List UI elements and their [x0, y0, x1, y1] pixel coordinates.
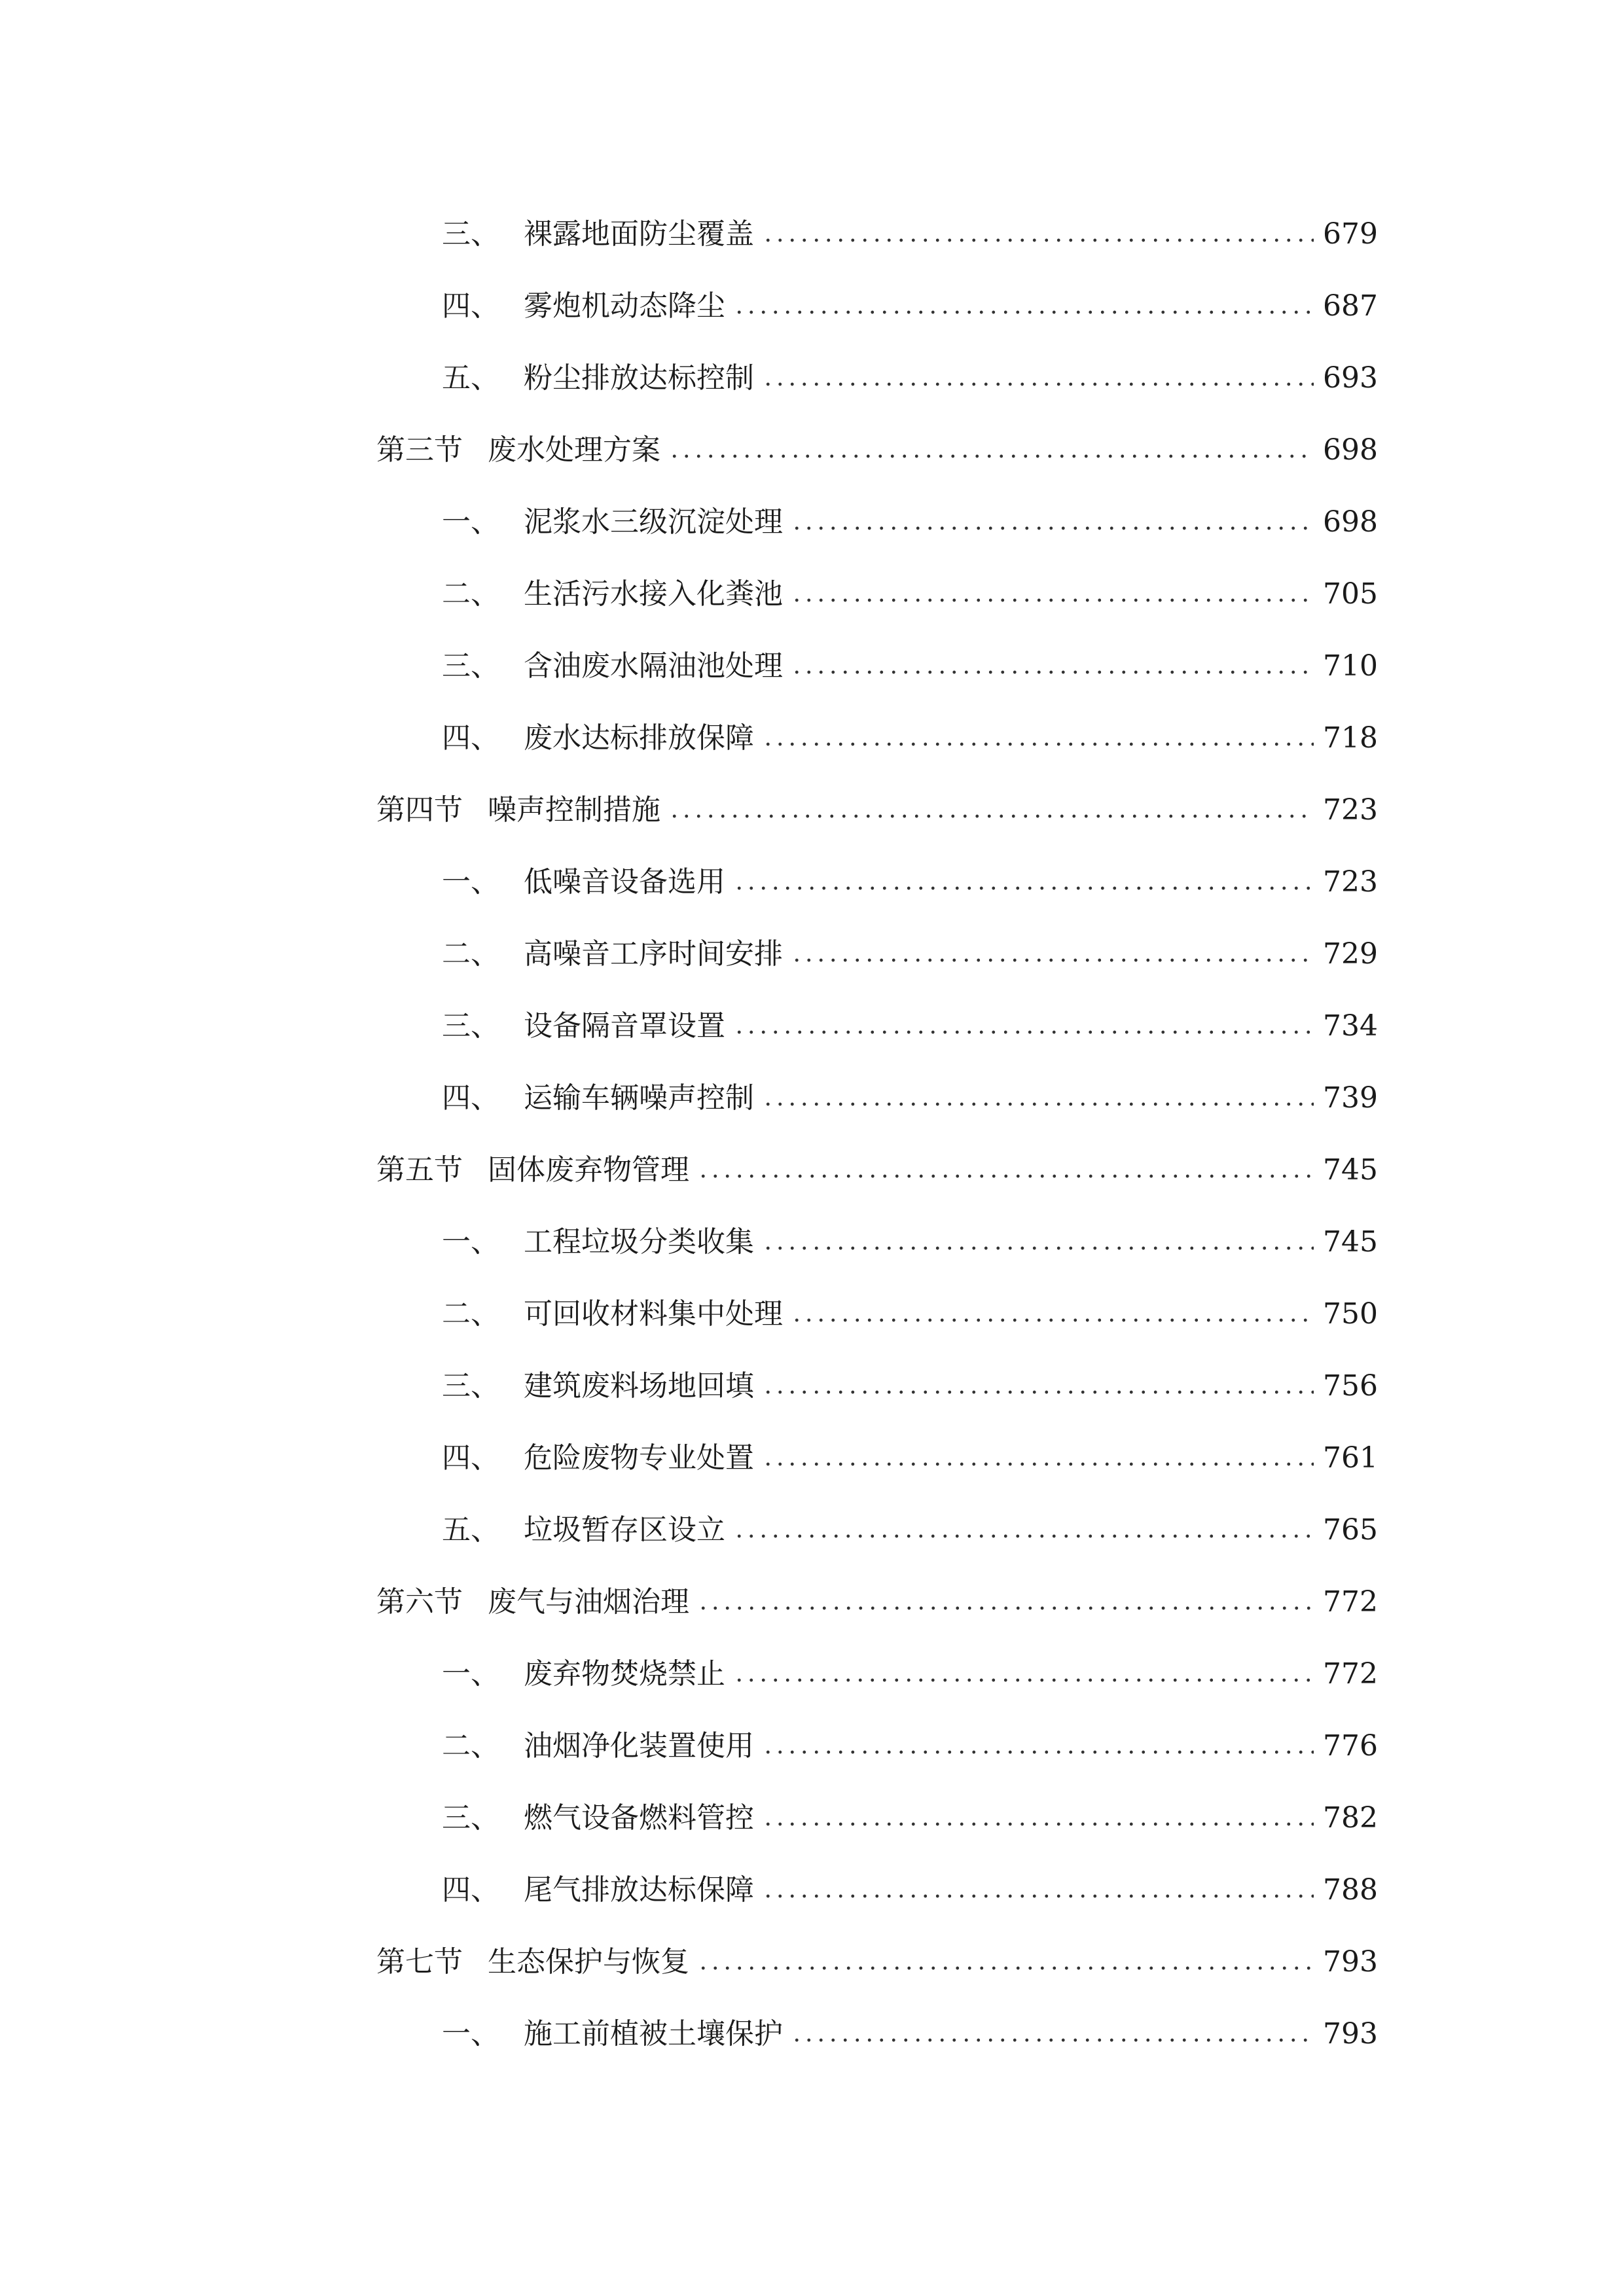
toc-entry-number: 三、	[442, 1801, 499, 1835]
toc-entry-page: 776	[1323, 1729, 1378, 1763]
toc-section-title: 废水处理方案	[488, 433, 660, 467]
toc-entry-number: 一、	[442, 1657, 499, 1691]
toc-entry-page: 679	[1323, 217, 1378, 251]
toc-entry-page: 765	[1323, 1513, 1378, 1547]
dot-leader	[791, 2037, 1314, 2043]
toc-entry[interactable]	[376, 1715, 1378, 1761]
dot-leader	[697, 1965, 1314, 1971]
toc-entry-title: 运输车辆噪声控制	[524, 1081, 754, 1115]
toc-entry-page: 734	[1323, 1009, 1378, 1043]
toc-entry-number: 四、	[442, 721, 499, 755]
toc-section[interactable]	[376, 1139, 1378, 1185]
toc-entry-number: 一、	[442, 2017, 499, 2051]
toc-entry-page: 687	[1323, 289, 1378, 323]
dot-leader	[762, 741, 1314, 747]
toc-entry[interactable]	[376, 923, 1378, 969]
toc-entry-number: 五、	[442, 361, 499, 395]
toc-entry-number: 三、	[442, 217, 499, 251]
toc-section-page: 698	[1323, 433, 1378, 467]
dot-leader	[791, 597, 1314, 603]
dot-leader	[762, 1101, 1314, 1107]
dot-leader	[733, 309, 1314, 315]
toc-entry-title: 低噪音设备选用	[524, 865, 725, 899]
toc-entry[interactable]	[376, 1859, 1378, 1905]
toc-entry-title: 裸露地面防尘覆盖	[524, 217, 754, 251]
toc-entry[interactable]	[376, 707, 1378, 753]
toc-section-page: 745	[1323, 1153, 1378, 1187]
toc-section-number: 第六节	[376, 1585, 463, 1619]
dot-leader	[762, 381, 1314, 387]
toc-entry-title: 泥浆水三级沉淀处理	[524, 505, 783, 539]
toc-entry-number: 四、	[442, 1441, 499, 1475]
toc-entry-page: 698	[1323, 505, 1378, 539]
toc-entry-page: 788	[1323, 1873, 1378, 1907]
toc-section-page: 723	[1323, 793, 1378, 827]
toc-entry-number: 四、	[442, 289, 499, 323]
dot-leader	[668, 453, 1314, 459]
dot-leader	[762, 237, 1314, 243]
dot-leader	[733, 885, 1314, 891]
dot-leader	[762, 1389, 1314, 1395]
dot-leader	[733, 1029, 1314, 1035]
dot-leader	[697, 1605, 1314, 1611]
toc-section[interactable]	[376, 1931, 1378, 1977]
dot-leader	[668, 813, 1314, 819]
toc-entry-number: 四、	[442, 1081, 499, 1115]
toc-entry-title: 雾炮机动态降尘	[524, 289, 725, 323]
toc-entry-title: 施工前植被土壤保护	[524, 2017, 783, 2051]
toc-entry[interactable]	[376, 1211, 1378, 1257]
dot-leader	[733, 1533, 1314, 1539]
toc-entry[interactable]	[376, 1067, 1378, 1113]
toc-entry-page: 772	[1323, 1657, 1378, 1691]
toc-entry[interactable]	[376, 203, 1378, 249]
toc-entry-page: 782	[1323, 1801, 1378, 1835]
toc-entry-page: 761	[1323, 1441, 1378, 1475]
toc-section[interactable]	[376, 1571, 1378, 1617]
toc-entry-number: 三、	[442, 1009, 499, 1043]
toc-section-title: 生态保护与恢复	[488, 1945, 689, 1979]
toc-section-page: 793	[1323, 1945, 1378, 1979]
toc-entry-title: 生活污水接入化粪池	[524, 577, 783, 611]
toc-entry[interactable]	[376, 347, 1378, 393]
dot-leader	[697, 1173, 1314, 1179]
toc-section-number: 第三节	[376, 433, 463, 467]
toc-entry-number: 二、	[442, 937, 499, 971]
dot-leader	[791, 957, 1314, 963]
toc-entry-page: 718	[1323, 721, 1378, 755]
toc-entry[interactable]	[376, 1787, 1378, 1833]
toc-section-title: 固体废弃物管理	[488, 1153, 689, 1187]
toc-entry-page: 739	[1323, 1081, 1378, 1115]
toc-entry[interactable]	[376, 1283, 1378, 1329]
dot-leader	[762, 1821, 1314, 1827]
toc-entry[interactable]	[376, 2003, 1378, 2049]
dot-leader	[791, 1317, 1314, 1323]
dot-leader	[762, 1245, 1314, 1251]
toc-entry-number: 二、	[442, 577, 499, 611]
toc-entry-number: 二、	[442, 1297, 499, 1331]
dot-leader	[733, 1677, 1314, 1683]
toc-entry-title: 含油废水隔油池处理	[524, 649, 783, 683]
toc-section[interactable]	[376, 419, 1378, 465]
toc-section-page: 772	[1323, 1585, 1378, 1619]
toc-entry-number: 一、	[442, 865, 499, 899]
toc-entry[interactable]	[376, 491, 1378, 537]
toc-entry[interactable]	[376, 275, 1378, 321]
toc-entry-title: 工程垃圾分类收集	[524, 1225, 754, 1259]
toc-entry-page: 756	[1323, 1369, 1378, 1403]
toc-entry[interactable]	[376, 1499, 1378, 1545]
toc-entry[interactable]	[376, 635, 1378, 681]
toc-entry-page: 750	[1323, 1297, 1378, 1331]
toc-entry-number: 五、	[442, 1513, 499, 1547]
toc-entry-title: 油烟净化装置使用	[524, 1729, 754, 1763]
toc-section-number: 第四节	[376, 793, 463, 827]
toc-entry-number: 四、	[442, 1873, 499, 1907]
toc-section-number: 第五节	[376, 1153, 463, 1187]
toc-entry-number: 一、	[442, 505, 499, 539]
dot-leader	[762, 1461, 1314, 1467]
toc-entry-number: 三、	[442, 1369, 499, 1403]
toc-entry-page: 793	[1323, 2017, 1378, 2051]
toc-entry-page: 729	[1323, 937, 1378, 971]
toc-entry-title: 可回收材料集中处理	[524, 1297, 783, 1331]
toc-entry[interactable]	[376, 1643, 1378, 1689]
toc-entry-page: 693	[1323, 361, 1378, 395]
toc-entry-title: 尾气排放达标保障	[524, 1873, 754, 1907]
toc-entry[interactable]	[376, 563, 1378, 609]
toc-section-title: 噪声控制措施	[488, 793, 660, 827]
toc-section-title: 废气与油烟治理	[488, 1585, 689, 1619]
dot-leader	[791, 669, 1314, 675]
dot-leader	[762, 1749, 1314, 1755]
toc-entry-title: 危险废物专业处置	[524, 1441, 754, 1475]
toc-entry-page: 745	[1323, 1225, 1378, 1259]
toc-entry[interactable]	[376, 851, 1378, 897]
toc-entry[interactable]	[376, 995, 1378, 1041]
toc-entry-title: 设备隔音罩设置	[524, 1009, 725, 1043]
toc-entry-title: 燃气设备燃料管控	[524, 1801, 754, 1835]
toc-section[interactable]	[376, 779, 1378, 825]
toc-entry-title: 废弃物焚烧禁止	[524, 1657, 725, 1691]
toc-entry-title: 粉尘排放达标控制	[524, 361, 754, 395]
toc-entry-title: 废水达标排放保障	[524, 721, 754, 755]
dot-leader	[762, 1893, 1314, 1899]
toc-entry-page: 705	[1323, 577, 1378, 611]
toc-entry-title: 建筑废料场地回填	[524, 1369, 754, 1403]
toc-entry-title: 垃圾暂存区设立	[524, 1513, 725, 1547]
toc-entry[interactable]	[376, 1355, 1378, 1401]
toc-entry-number: 三、	[442, 649, 499, 683]
toc-entry-page: 723	[1323, 865, 1378, 899]
toc-entry-page: 710	[1323, 649, 1378, 683]
toc-entry-title: 高噪音工序时间安排	[524, 937, 783, 971]
toc-entry-number: 二、	[442, 1729, 499, 1763]
dot-leader	[791, 525, 1314, 531]
toc-entry-number: 一、	[442, 1225, 499, 1259]
toc-section-number: 第七节	[376, 1945, 463, 1979]
toc-entry[interactable]	[376, 1427, 1378, 1473]
